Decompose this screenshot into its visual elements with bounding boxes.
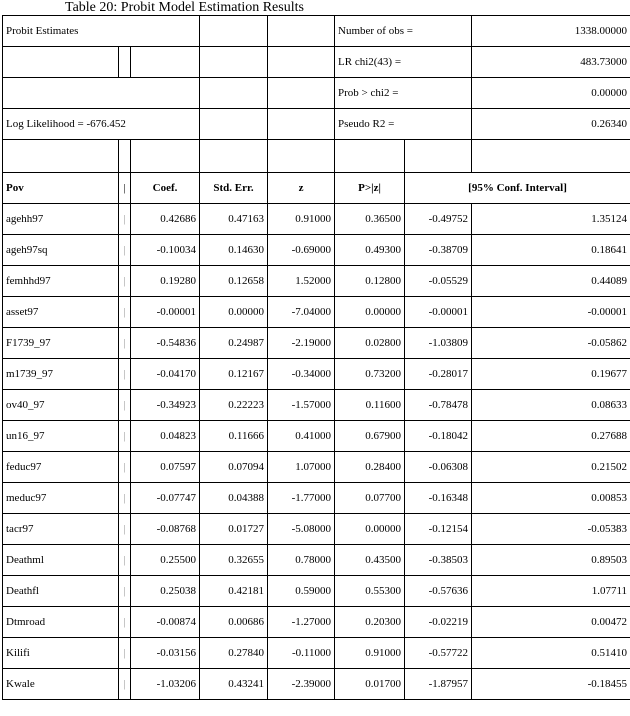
table-row bbox=[3, 421, 630, 452]
empty-cell bbox=[268, 47, 335, 78]
std-err-value: 0.12658 bbox=[200, 266, 268, 297]
std-err-value: 0.00686 bbox=[200, 607, 268, 638]
coef-value: -0.00874 bbox=[131, 607, 200, 638]
p-value: 0.00000 bbox=[335, 297, 405, 328]
empty-cell bbox=[131, 47, 200, 78]
empty-cell bbox=[200, 78, 268, 109]
z-value: 0.78000 bbox=[268, 545, 335, 576]
spacer-row bbox=[3, 140, 630, 173]
p-value: 0.28400 bbox=[335, 452, 405, 483]
p-value: 0.55300 bbox=[335, 576, 405, 607]
ci-upper-value: 1.35124 bbox=[472, 204, 630, 235]
stat-label: LR chi2(43) = bbox=[335, 47, 472, 78]
z-value: 0.59000 bbox=[268, 576, 335, 607]
p-value: 0.02800 bbox=[335, 328, 405, 359]
p-value: 0.11600 bbox=[335, 390, 405, 421]
row-separator: | bbox=[119, 452, 131, 483]
row-separator: | bbox=[119, 545, 131, 576]
log-likelihood: Log Likelihood = -676.452 bbox=[3, 109, 200, 140]
coef-value: 0.19280 bbox=[131, 266, 200, 297]
row-separator: | bbox=[119, 607, 131, 638]
std-err-value: 0.32655 bbox=[200, 545, 268, 576]
variable-name: ageh97sq bbox=[3, 235, 119, 266]
empty-cell bbox=[119, 47, 131, 78]
empty-cell bbox=[131, 140, 200, 173]
std-err-value: 0.11666 bbox=[200, 421, 268, 452]
data-rows bbox=[3, 204, 630, 700]
row-separator: | bbox=[119, 359, 131, 390]
table-row bbox=[3, 669, 630, 700]
ci-lower-value: -0.57636 bbox=[405, 576, 472, 607]
table-row bbox=[3, 638, 630, 669]
empty-cell bbox=[3, 78, 200, 109]
z-value: 0.41000 bbox=[268, 421, 335, 452]
ci-upper-value: 0.19677 bbox=[472, 359, 630, 390]
stat-label: Number of obs = bbox=[335, 16, 472, 47]
ci-lower-value: -1.03809 bbox=[405, 328, 472, 359]
std-err-value: 0.14630 bbox=[200, 235, 268, 266]
variable-name: Kwale bbox=[3, 669, 119, 700]
header-row-2 bbox=[3, 47, 630, 78]
table-row bbox=[3, 514, 630, 545]
std-err-value: 0.42181 bbox=[200, 576, 268, 607]
table-row bbox=[3, 576, 630, 607]
stat-label: Prob > chi2 = bbox=[335, 78, 472, 109]
row-separator: | bbox=[119, 390, 131, 421]
column-header-se: Std. Err. bbox=[200, 173, 268, 204]
coef-value: -0.04170 bbox=[131, 359, 200, 390]
variable-name: Kilifi bbox=[3, 638, 119, 669]
ci-upper-value: 1.07711 bbox=[472, 576, 630, 607]
table-row bbox=[3, 297, 630, 328]
ci-lower-value: -0.49752 bbox=[405, 204, 472, 235]
ci-lower-value: -0.38503 bbox=[405, 545, 472, 576]
row-separator: | bbox=[119, 421, 131, 452]
ci-upper-value: 0.27688 bbox=[472, 421, 630, 452]
table-row bbox=[3, 545, 630, 576]
std-err-value: 0.43241 bbox=[200, 669, 268, 700]
z-value: -0.34000 bbox=[268, 359, 335, 390]
row-separator: | bbox=[119, 328, 131, 359]
empty-cell bbox=[268, 140, 335, 173]
std-err-value: 0.22223 bbox=[200, 390, 268, 421]
row-separator: | bbox=[119, 297, 131, 328]
ci-lower-value: -0.78478 bbox=[405, 390, 472, 421]
variable-name: feduc97 bbox=[3, 452, 119, 483]
z-value: -1.57000 bbox=[268, 390, 335, 421]
probit-estimates-label: Probit Estimates bbox=[3, 16, 200, 47]
header-row-3 bbox=[3, 78, 630, 109]
table-row bbox=[3, 266, 630, 297]
column-header-ci: [95% Conf. Interval] bbox=[405, 173, 630, 204]
coef-value: 0.04823 bbox=[131, 421, 200, 452]
header-row-4 bbox=[3, 109, 630, 140]
empty-cell bbox=[200, 47, 268, 78]
empty-cell bbox=[200, 16, 268, 47]
column-header-p: P>|z| bbox=[335, 173, 405, 204]
p-value: 0.07700 bbox=[335, 483, 405, 514]
ci-upper-value: 0.18641 bbox=[472, 235, 630, 266]
z-value: -0.69000 bbox=[268, 235, 335, 266]
coef-value: -1.03206 bbox=[131, 669, 200, 700]
ci-lower-value: -0.57722 bbox=[405, 638, 472, 669]
table-row bbox=[3, 452, 630, 483]
ci-upper-value: 0.89503 bbox=[472, 545, 630, 576]
p-value: 0.67900 bbox=[335, 421, 405, 452]
ci-lower-value: -0.02219 bbox=[405, 607, 472, 638]
empty-cell bbox=[119, 140, 131, 173]
z-value: -7.04000 bbox=[268, 297, 335, 328]
ci-lower-value: -0.38709 bbox=[405, 235, 472, 266]
ci-lower-value: -0.28017 bbox=[405, 359, 472, 390]
variable-name: Deathfl bbox=[3, 576, 119, 607]
row-separator: | bbox=[119, 669, 131, 700]
coef-value: -0.54836 bbox=[131, 328, 200, 359]
coef-value: -0.10034 bbox=[131, 235, 200, 266]
ci-lower-value: -1.87957 bbox=[405, 669, 472, 700]
column-header-row bbox=[3, 173, 630, 204]
stat-label: Pseudo R2 = bbox=[335, 109, 472, 140]
empty-cell bbox=[405, 140, 472, 173]
z-value: -0.11000 bbox=[268, 638, 335, 669]
std-err-value: 0.01727 bbox=[200, 514, 268, 545]
row-separator: | bbox=[119, 514, 131, 545]
ci-upper-value: 0.44089 bbox=[472, 266, 630, 297]
variable-name: F1739_97 bbox=[3, 328, 119, 359]
z-value: -1.27000 bbox=[268, 607, 335, 638]
row-separator: | bbox=[119, 266, 131, 297]
column-header-z: z bbox=[268, 173, 335, 204]
table-row bbox=[3, 235, 630, 266]
empty-cell bbox=[335, 140, 405, 173]
ci-lower-value: -0.05529 bbox=[405, 266, 472, 297]
coef-value: 0.07597 bbox=[131, 452, 200, 483]
p-value: 0.00000 bbox=[335, 514, 405, 545]
row-separator: | bbox=[119, 638, 131, 669]
variable-name: tacr97 bbox=[3, 514, 119, 545]
ci-upper-value: 0.00472 bbox=[472, 607, 630, 638]
column-header-var: Pov bbox=[3, 173, 119, 204]
ci-upper-value: -0.05383 bbox=[472, 514, 630, 545]
coef-value: 0.25038 bbox=[131, 576, 200, 607]
empty-cell bbox=[472, 140, 630, 173]
table-row bbox=[3, 204, 630, 235]
std-err-value: 0.12167 bbox=[200, 359, 268, 390]
column-header-coef: Coef. bbox=[131, 173, 200, 204]
table-row bbox=[3, 390, 630, 421]
header-row-1 bbox=[3, 16, 630, 47]
z-value: -1.77000 bbox=[268, 483, 335, 514]
stat-value: 0.26340 bbox=[472, 109, 630, 140]
table-row bbox=[3, 483, 630, 514]
empty-cell bbox=[268, 78, 335, 109]
coef-value: -0.07747 bbox=[131, 483, 200, 514]
stat-value: 483.73000 bbox=[472, 47, 630, 78]
ci-upper-value: 0.08633 bbox=[472, 390, 630, 421]
probit-results-table bbox=[2, 15, 630, 700]
empty-cell bbox=[200, 140, 268, 173]
empty-cell bbox=[3, 140, 119, 173]
table-caption: Table 20: Probit Model Estimation Results bbox=[65, 0, 304, 15]
ci-upper-value: 0.21502 bbox=[472, 452, 630, 483]
p-value: 0.43500 bbox=[335, 545, 405, 576]
z-value: -5.08000 bbox=[268, 514, 335, 545]
coef-value: -0.00001 bbox=[131, 297, 200, 328]
ci-lower-value: -0.06308 bbox=[405, 452, 472, 483]
ci-upper-value: -0.18455 bbox=[472, 669, 630, 700]
row-separator: | bbox=[119, 235, 131, 266]
coef-value: 0.25500 bbox=[131, 545, 200, 576]
empty-cell bbox=[3, 47, 119, 78]
row-separator: | bbox=[119, 483, 131, 514]
coef-value: -0.34923 bbox=[131, 390, 200, 421]
variable-name: femhhd97 bbox=[3, 266, 119, 297]
p-value: 0.91000 bbox=[335, 638, 405, 669]
std-err-value: 0.00000 bbox=[200, 297, 268, 328]
empty-cell bbox=[268, 16, 335, 47]
stat-value: 1338.00000 bbox=[472, 16, 630, 47]
table-row bbox=[3, 359, 630, 390]
variable-name: asset97 bbox=[3, 297, 119, 328]
p-value: 0.01700 bbox=[335, 669, 405, 700]
variable-name: ov40_97 bbox=[3, 390, 119, 421]
p-value: 0.36500 bbox=[335, 204, 405, 235]
row-separator: | bbox=[119, 576, 131, 607]
std-err-value: 0.07094 bbox=[200, 452, 268, 483]
coef-value: -0.08768 bbox=[131, 514, 200, 545]
std-err-value: 0.04388 bbox=[200, 483, 268, 514]
table-row bbox=[3, 328, 630, 359]
ci-upper-value: -0.05862 bbox=[472, 328, 630, 359]
stat-value: 0.00000 bbox=[472, 78, 630, 109]
variable-name: meduc97 bbox=[3, 483, 119, 514]
variable-name: m1739_97 bbox=[3, 359, 119, 390]
z-value: -2.19000 bbox=[268, 328, 335, 359]
empty-cell bbox=[200, 109, 268, 140]
ci-lower-value: -0.12154 bbox=[405, 514, 472, 545]
coef-value: -0.03156 bbox=[131, 638, 200, 669]
ci-lower-value: -0.16348 bbox=[405, 483, 472, 514]
std-err-value: 0.24987 bbox=[200, 328, 268, 359]
p-value: 0.12800 bbox=[335, 266, 405, 297]
ci-upper-value: -0.00001 bbox=[472, 297, 630, 328]
variable-name: Deathml bbox=[3, 545, 119, 576]
p-value: 0.20300 bbox=[335, 607, 405, 638]
variable-name: Dtmroad bbox=[3, 607, 119, 638]
coef-value: 0.42686 bbox=[131, 204, 200, 235]
z-value: 0.91000 bbox=[268, 204, 335, 235]
variable-name: agehh97 bbox=[3, 204, 119, 235]
z-value: 1.52000 bbox=[268, 266, 335, 297]
ci-lower-value: -0.00001 bbox=[405, 297, 472, 328]
column-separator: | bbox=[119, 173, 131, 204]
std-err-value: 0.27840 bbox=[200, 638, 268, 669]
z-value: -2.39000 bbox=[268, 669, 335, 700]
std-err-value: 0.47163 bbox=[200, 204, 268, 235]
ci-upper-value: 0.51410 bbox=[472, 638, 630, 669]
p-value: 0.49300 bbox=[335, 235, 405, 266]
empty-cell bbox=[268, 109, 335, 140]
row-separator: | bbox=[119, 204, 131, 235]
ci-upper-value: 0.00853 bbox=[472, 483, 630, 514]
ci-lower-value: -0.18042 bbox=[405, 421, 472, 452]
table-row bbox=[3, 607, 630, 638]
z-value: 1.07000 bbox=[268, 452, 335, 483]
variable-name: un16_97 bbox=[3, 421, 119, 452]
p-value: 0.73200 bbox=[335, 359, 405, 390]
